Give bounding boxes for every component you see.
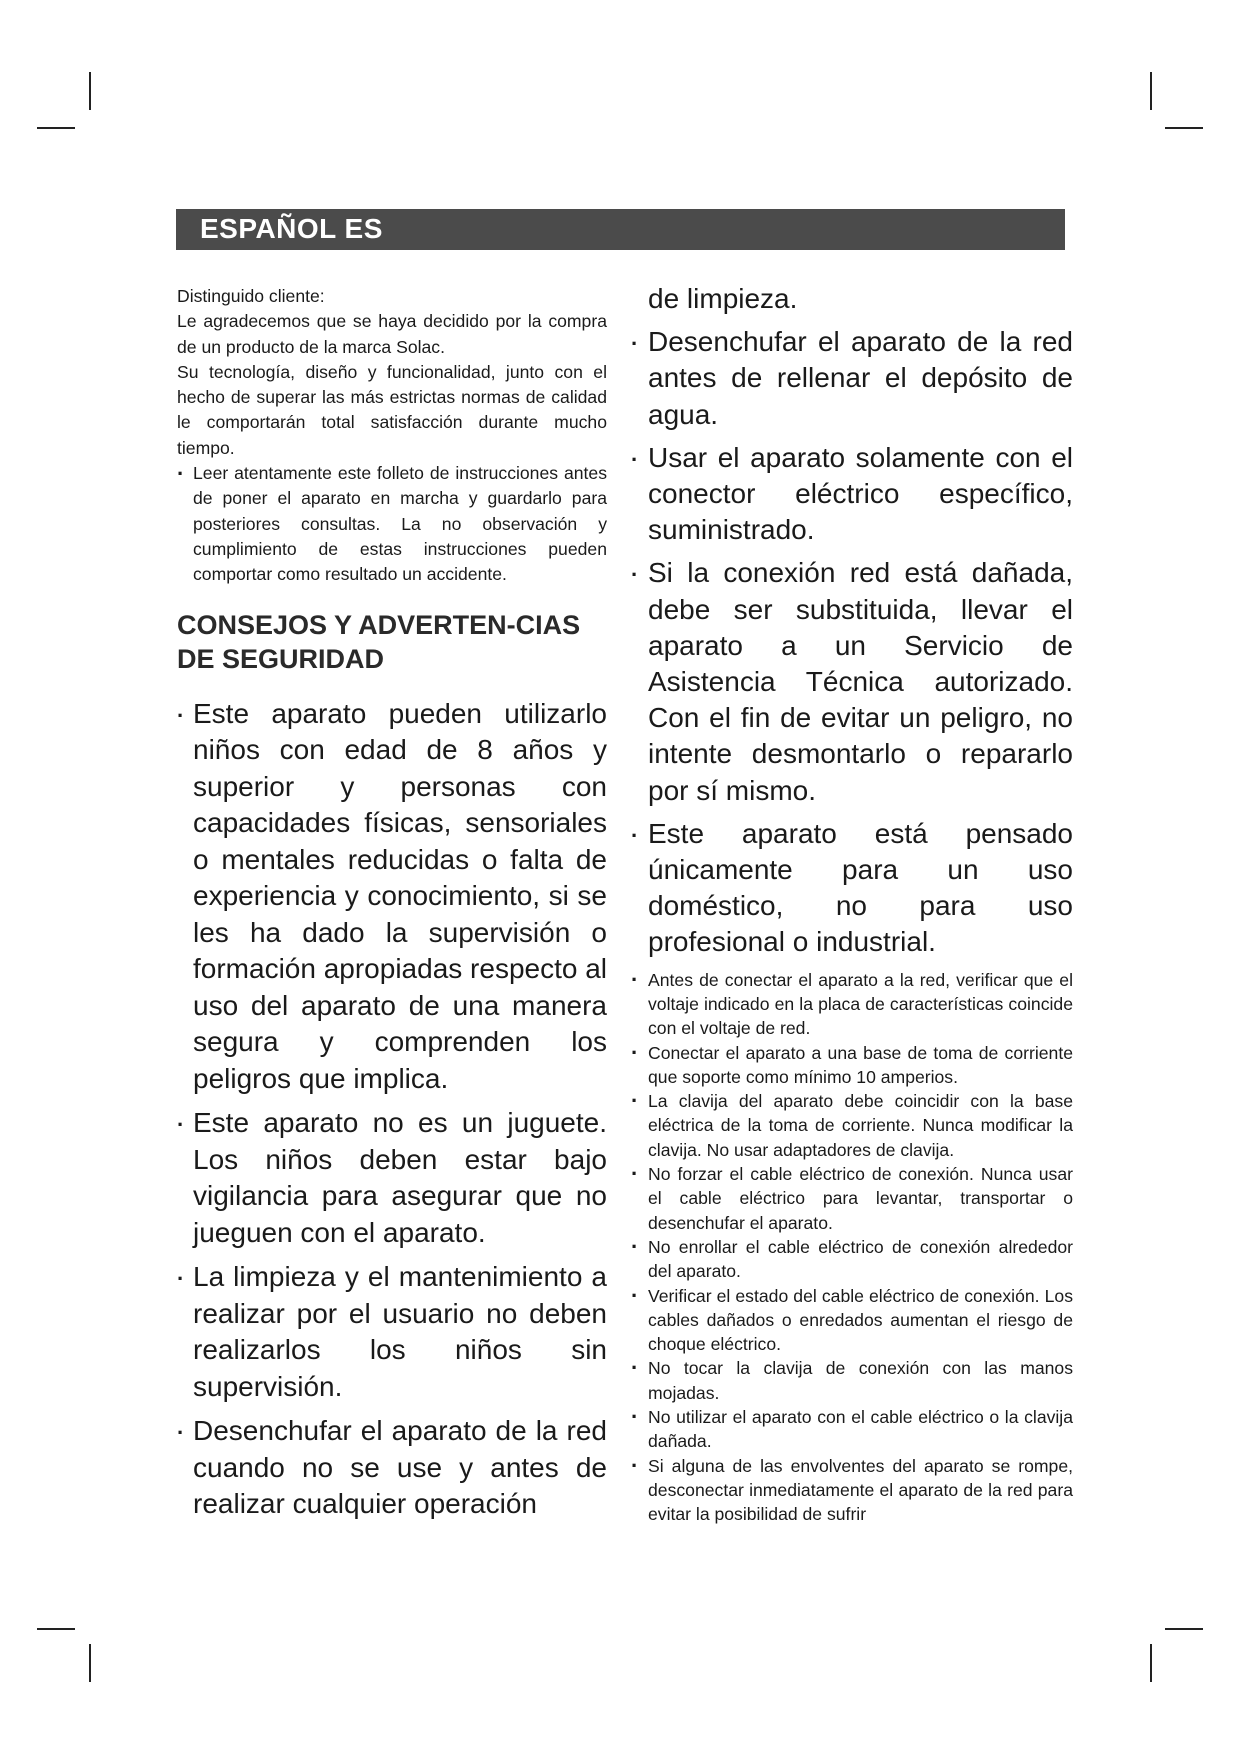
safety-item: · La limpieza y el mantenimiento a realizar por el usuario no deben realizarlos los niños sin supervisión. <box>177 1259 607 1405</box>
intro-block <box>177 284 607 461</box>
safety-item-small: · Conectar el aparato a una base de toma de corriente que soporte como mínimo 10 amperios. <box>643 1041 1073 1090</box>
language-header-title: ESPAÑOL ES <box>200 213 383 244</box>
safety-item: · Si la conexión red está dañada, debe ser substituida, llevar el aparato a un Servicio de Asistencia Técnica autorizado. Con el fin de evitar un peligro, no intente desmontarlo o repararlo por sí mismo. <box>643 555 1073 808</box>
read-notice-item: · Leer atentamente este folleto de instrucciones antes de poner el aparato en marcha y guardarlo para posteriores consultas. La no observación y cumplimiento de estas instrucciones pueden comportar como resultado un accidente. <box>177 461 607 587</box>
crop-mark-top-right-horizontal <box>1165 127 1203 129</box>
crop-mark-top-left-vertical <box>89 72 91 110</box>
safety-item-small: · No utilizar el aparato con el cable eléctrico o la clavija dañada. <box>643 1405 1073 1454</box>
crop-mark-bottom-right-horizontal <box>1165 1628 1203 1630</box>
left-column <box>177 284 607 1531</box>
crop-mark-bottom-right-vertical <box>1150 1644 1152 1682</box>
safety-item: · Usar el aparato solamente con el conector eléctrico específico, suministrado. <box>643 440 1073 549</box>
safety-item-small: · No forzar el cable eléctrico de conexión. Nunca usar el cable eléctrico para levantar, transportar o desenchufar el aparato. <box>643 1162 1073 1235</box>
continued-text: de limpieza. <box>648 283 798 314</box>
right-column <box>643 281 1073 1526</box>
safety-item: · Desenchufar el aparato de la red antes de rellenar el depósito de agua. <box>643 324 1073 433</box>
safety-list-right-small <box>643 968 1073 1527</box>
safety-item-small: · No enrollar el cable eléctrico de conexión alrededor del aparato. <box>643 1235 1073 1284</box>
safety-item: · Este aparato no es un juguete. Los niños deben estar bajo vigilancia para asegurar que no jueguen con el aparato. <box>177 1105 607 1251</box>
safety-item-small: · Verificar el estado del cable eléctrico de conexión. Los cables dañados o enredados aumentan el riesgo de choque eléctrico. <box>643 1284 1073 1357</box>
safety-item: · Este aparato pueden utilizarlo niños con edad de 8 años y superior y personas con capacidades físicas, sensoriales o mentales reducidas o falta de experiencia y conocimiento, si se les ha dado la supervisión o formación apropiadas respecto al uso del aparato de una manera segura y comprenden los peligros que implica. <box>177 696 607 1098</box>
read-notice-list <box>177 461 607 587</box>
safety-item: · Este aparato está pensado únicamente para un uso doméstico, no para uso profesional o industrial. <box>643 816 1073 961</box>
safety-item-small: · Antes de conectar el aparato a la red, verificar que el voltaje indicado en la placa de características coincide con el voltaje de red. <box>643 968 1073 1041</box>
intro-paragraph-2: Su tecnología, diseño y funcionalidad, junto con el hecho de superar las más estrictas normas de calidad le comportarán total satisfacción durante mucho tiempo. <box>177 361 607 458</box>
intro-greeting: Distinguido cliente: <box>177 286 325 306</box>
safety-item-small: · No tocar la clavija de conexión con las manos mojadas. <box>643 1356 1073 1405</box>
crop-mark-top-right-vertical <box>1150 72 1152 110</box>
crop-mark-bottom-left-vertical <box>89 1644 91 1682</box>
language-header-bar <box>176 209 1065 250</box>
section-title: CONSEJOS Y ADVERTEN-CIAS DE SEGURIDAD <box>177 609 581 674</box>
safety-list-right-large <box>643 324 1073 960</box>
safety-item-small: · La clavija del aparato debe coincidir con la base eléctrica de la toma de corriente. Nunca modificar la clavija. No usar adaptadores de clavija. <box>643 1089 1073 1162</box>
crop-mark-top-left-horizontal <box>37 127 75 129</box>
safety-item: · Desenchufar el aparato de la red cuando no se use y antes de realizar cualquier operación <box>177 1413 607 1523</box>
crop-mark-bottom-left-horizontal <box>37 1628 75 1630</box>
safety-item-small: · Si alguna de las envolventes del aparato se rompe, desconectar inmediatamente el aparato de la red para evitar la posibilidad de sufrir <box>643 1454 1073 1527</box>
safety-list-left <box>177 696 607 1523</box>
intro-paragraph-1: Le agradecemos que se haya decidido por la compra de un producto de la marca Solac. <box>177 311 607 357</box>
